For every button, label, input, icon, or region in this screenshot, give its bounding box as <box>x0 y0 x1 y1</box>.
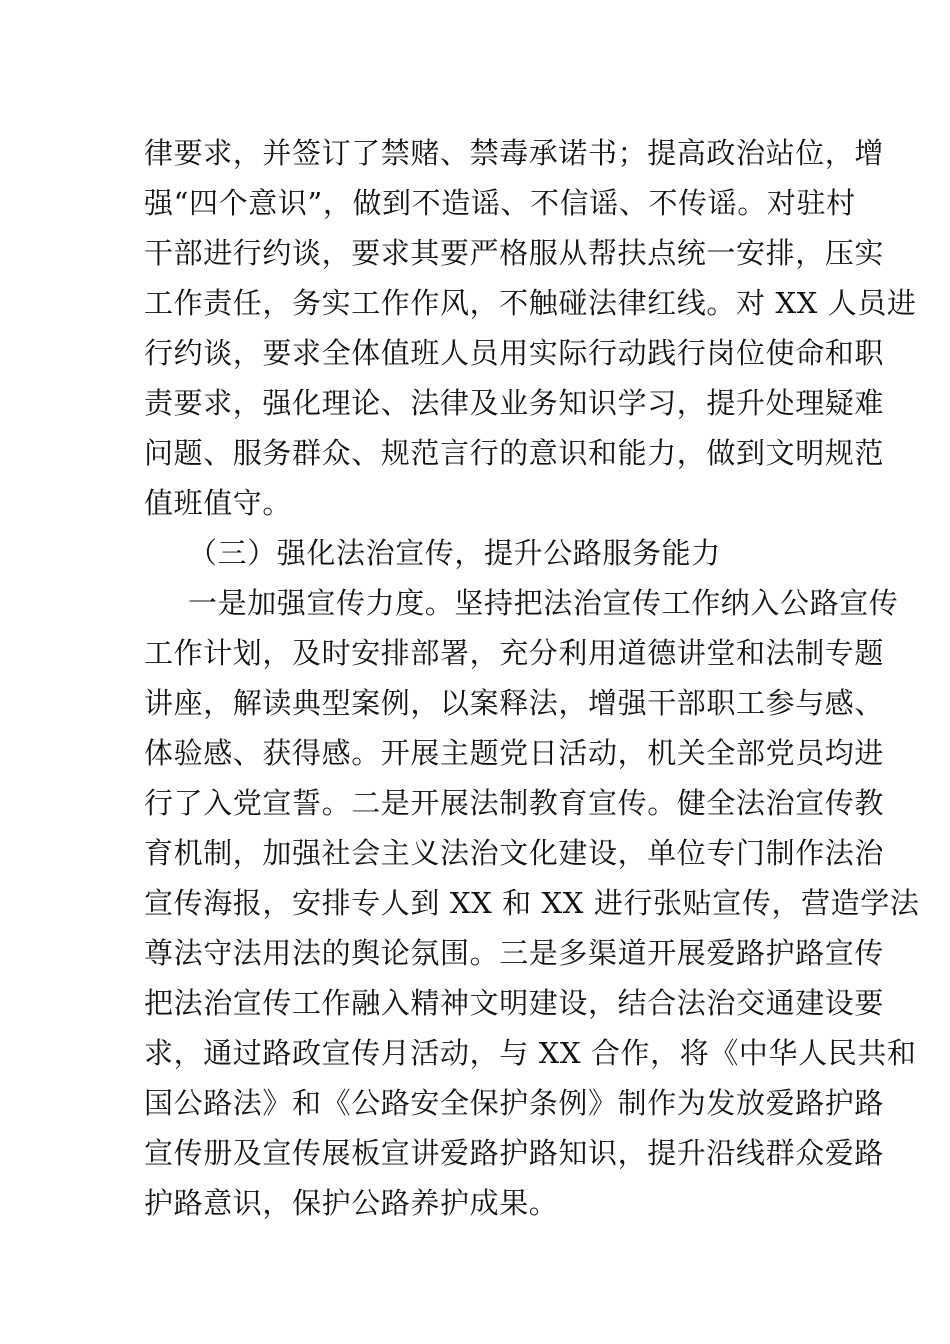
text-line: 把法治宣传工作融入精神文明建设，结合法治交通建设要 <box>144 986 885 1020</box>
text-line: 国公路法》和《公路安全保护条例》制作为发放爱路护路 <box>144 1086 885 1120</box>
text-line: 尊法守法用法的舆论氛围。三是多渠道开展爱路护路宣传 <box>144 936 885 970</box>
text-line: 讲座，解读典型案例，以案释法，增强干部职工参与感、 <box>144 686 885 720</box>
text-line: 育机制，加强社会主义法治文化建设，单位专门制作法治 <box>144 836 885 870</box>
text-line: 干部进行约谈，要求其要严格服从帮扶点统一安排，压实 <box>144 236 885 270</box>
text-line: 工作计划，及时安排部署，充分利用道德讲堂和法制专题 <box>144 636 885 670</box>
text-line: 行了入党宣誓。二是开展法制教育宣传。健全法治宣传教 <box>144 786 885 820</box>
text-line: 求，通过路政宣传月活动，与 XX 合作，将《中华人民共和 <box>144 1036 917 1070</box>
text-line: 强“四个意识”，做到不造谣、不信谣、不传谣。对驻村 <box>144 186 856 220</box>
text-line: 值班值守。 <box>144 486 293 520</box>
text-line: 行约谈，要求全体值班人员用实际行动践行岗位使命和职 <box>144 336 885 370</box>
text-line: 宣传册及宣传展板宣讲爱路护路知识，提升沿线群众爱路 <box>144 1136 885 1170</box>
text-line: 律要求，并签订了禁赌、禁毒承诺书；提高政治站位，增 <box>144 136 885 170</box>
text-line: 工作责任，务实工作作风，不触碰法律红线。对 XX 人员进 <box>144 286 917 320</box>
text-line: 问题、服务群众、规范言行的意识和能力，做到文明规范 <box>144 436 885 470</box>
text-line: 体验感、获得感。开展主题党日活动，机关全部党员均进 <box>144 736 885 770</box>
text-line: 护路意识，保护公路养护成果。 <box>144 1186 559 1220</box>
section-heading: （三）强化法治宣传，提升公路服务能力 <box>188 536 721 570</box>
text-line: 宣传海报，安排专人到 XX 和 XX 进行张贴宣传，营造学法 <box>144 886 920 920</box>
text-line: 一是加强宣传力度。坚持把法治宣传工作纳入公路宣传 <box>188 586 899 620</box>
text-line: 责要求，强化理论、法律及业务知识学习，提升处理疑难 <box>144 386 885 420</box>
